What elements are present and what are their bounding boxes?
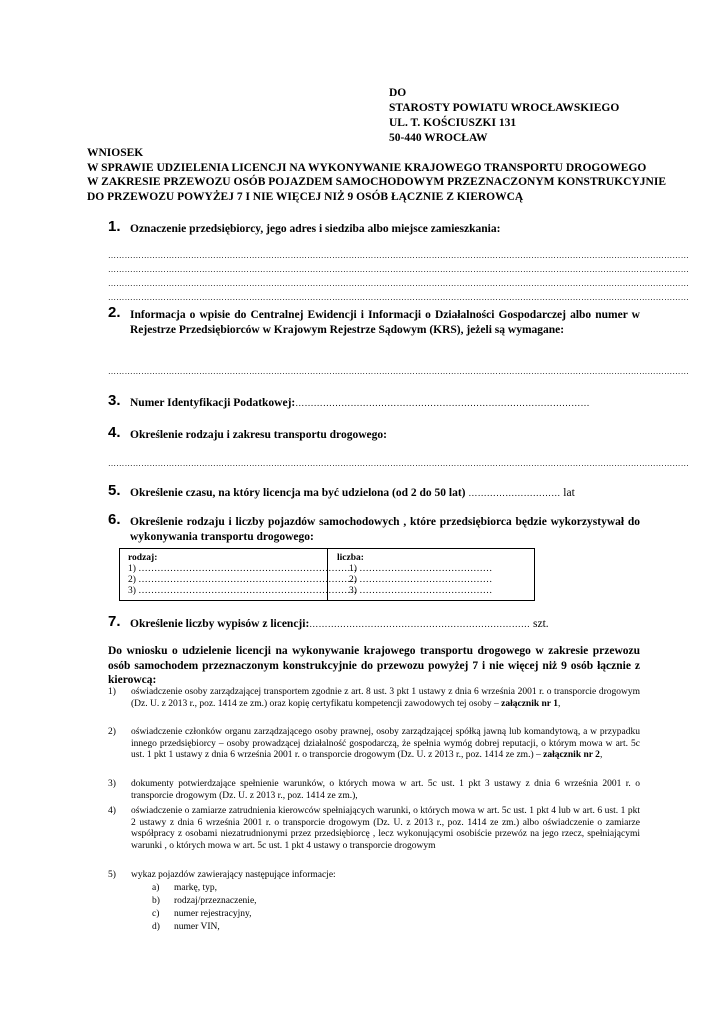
item-number: 1): [108, 687, 116, 697]
count-row[interactable]: 3) ……………………………………: [349, 586, 493, 596]
section-number: 6.: [108, 511, 121, 528]
item-end: ,: [599, 750, 603, 761]
attachment-item-1: [108, 687, 640, 710]
section-line: [130, 617, 640, 632]
nip-fill-line[interactable]: ……………………………………………………………………………………: [295, 398, 590, 408]
recipient-line: UL. T. KOŚCIUSZKI 131: [389, 117, 517, 129]
sub-text: markę, typ,: [174, 883, 218, 893]
item-body: [131, 727, 640, 762]
item-text: dokumenty potwierdzające spełnienie warunków, o których mowa w art. 5c ust. 1 pkt 3 ustawy z dnia 6 września 2001 r. o transporcie drogowym (Dz. U. z 2013 r., poz. 1414 ze zm.),: [131, 779, 640, 801]
section-number: 7.: [108, 613, 121, 630]
sub-text: rodzaj/przeznaczenie,: [174, 896, 257, 906]
sub-text: numer VIN,: [174, 922, 220, 932]
section-label: Określenie rodzaju i zakresu transportu drogowego:: [130, 429, 387, 441]
attachment-item-3: [108, 779, 640, 802]
recipient-line: 50-440 WROCŁAW: [389, 132, 488, 144]
form-title: [87, 146, 666, 204]
fill-line[interactable]: …………………………………………………………………………………………………………………………………………………………………………………………: [108, 293, 689, 302]
unit-label: szt.: [532, 618, 549, 630]
recipient-line: DO: [389, 87, 407, 99]
item-text: oświadczenie członków organu zarządzającego osoby prawnej, osoby zarządzającej spółką jawną lub komandytową, a w przypadku innego przedsiębiorcy – osoby prowadzącej działalność gospodarczą, że spełnia wymóg dobrej reputacji, o którym mowa w art. 5c ust. 1 pkt 1 ustawy z dnia 6 września 2001 r. o transporcie drogowym (Dz. U. z 2013 r., poz. 1414 ze zm.) –: [131, 727, 640, 761]
item-body: [131, 806, 640, 852]
fill-line[interactable]: …………………………………………………………………………………………………………………………………………………………………………………………: [108, 459, 689, 468]
recipient-address: [389, 86, 619, 146]
section-number: 4.: [108, 424, 121, 441]
years-fill-line[interactable]: …………………………: [468, 488, 561, 498]
section-5: [108, 482, 640, 501]
column-divider: [327, 549, 328, 600]
title-line: DO PRZEWOZU POWYŻEJ 7 I NIE WIĘCEJ NIŻ 9 OSÓB ŁĄCZNIE Z KIEROWCĄ: [87, 190, 524, 203]
section-label: Określenie czasu, na który licencja ma być udzielona (od 2 do 50 lat): [130, 487, 466, 499]
title-line: W SPRAWIE UDZIELENIA LICENCJI NA WYKONYWANIE KRAJOWEGO TRANSPORTU DROGOWEGO: [87, 161, 647, 174]
fill-line[interactable]: …………………………………………………………………………………………………………………………………………………………………………………………: [108, 279, 689, 288]
section-number: 1.: [108, 218, 121, 235]
section-2: [108, 304, 640, 337]
section-line: [130, 486, 640, 501]
section-1: [108, 218, 640, 237]
section-number: 2.: [108, 304, 121, 321]
section-4: [108, 424, 640, 443]
title-line: WNIOSEK: [87, 147, 144, 159]
section-number: 5.: [108, 482, 121, 499]
title-line: W ZAKRESIE PRZEWOZU OSÓB POJAZDEM SAMOCHODOWYM PRZEZNACZONYM KONSTRUKCYJNIE: [87, 176, 666, 188]
copies-fill-line[interactable]: ………………………………………………………………: [309, 619, 531, 629]
section-number: 3.: [108, 392, 121, 409]
attachments-heading: Do wniosku o udzielenie licencji na wykonywanie krajowego transportu drogowego w zakresie przewozu osób samochodem przeznaczonym konstrukcyjnie do przewozu powyżej 7 i nie więcej niż 9 osób łącznie z kierowcą:: [108, 645, 640, 686]
sub-letter: b): [152, 896, 160, 906]
section-label: Oznaczenie przedsiębiorcy, jego adres i siedziba albo miejsce zamieszkania:: [130, 223, 501, 235]
item-end: ,: [557, 698, 561, 709]
sub-letter: d): [152, 922, 160, 932]
sub-letter: c): [152, 909, 160, 919]
type-row[interactable]: 2) ……………………………………………………………: [128, 575, 357, 585]
recipient-line: STAROSTY POWIATU WROCŁAWSKIEGO: [389, 102, 620, 114]
vehicles-table: [119, 548, 535, 601]
attachment-item-5: [108, 870, 640, 882]
type-row[interactable]: 1) ……………………………………………………………: [128, 564, 357, 574]
item-text: oświadczenie osoby zarządzającej transportem zgodnie z art. 8 ust. 3 pkt 1 ustawy z dnia 6 września 2001 r. o transporcie drogowym (Dz. U. z 2013 r., poz. 1414 ze zm.) oraz kopię certyfikatu kompetencji zawodowych tej osoby –: [131, 687, 640, 709]
item-number: 4): [108, 806, 116, 816]
count-row[interactable]: 2) ……………………………………: [349, 575, 493, 585]
fill-line[interactable]: …………………………………………………………………………………………………………………………………………………………………………………………: [108, 265, 689, 274]
item-text: oświadczenie o zamiarze zatrudnienia kierowców spełniających warunki, o których mowa w art. 5c ust. 1 pkt 4 lub w art. 6 ust. 1 pkt 2 ustawy z dnia 6 września 2001 r. o transporcie drogowym (Dz. U. z 2013 r., poz. 1414 ze zm.) albo oświadczenie o zamiarze współpracy z osobami niezatrudnionymi przez przedsiębiorcę , lecz wykonującymi osobiście przewóz na jego rzecz, spełniającymi warunki , o których mowa w art. 5c ust. 1 pkt 4 ustawy o transporcie drogowym: [131, 806, 640, 851]
item-attachment-ref: załącznik nr 2: [543, 750, 600, 761]
section-7: [108, 613, 640, 632]
sub-text: numer rejestracyjny,: [174, 909, 252, 919]
section-6: [108, 511, 640, 544]
item-attachment-ref: załącznik nr 1: [501, 698, 558, 709]
item-number: 2): [108, 727, 116, 737]
item-text: wykaz pojazdów zawierający następujące informacje:: [131, 870, 336, 880]
attachment-item-4: [108, 806, 640, 852]
section-label: Określenie liczby wypisów z licencji:: [130, 618, 310, 630]
fill-line[interactable]: …………………………………………………………………………………………………………………………………………………………………………………………: [108, 367, 689, 376]
item-number: 5): [108, 870, 116, 880]
count-header: liczba:: [337, 553, 364, 563]
section-label: Numer Identyfikacji Podatkowej:: [130, 397, 296, 409]
unit-label: lat: [563, 487, 575, 499]
section-3: [108, 392, 640, 411]
item-body: [131, 779, 640, 802]
item-body: [131, 870, 640, 882]
vehicle-count-column: [337, 553, 527, 597]
count-row[interactable]: 1) ……………………………………: [349, 564, 493, 574]
type-header: rodzaj:: [128, 553, 158, 563]
item-body: [131, 687, 640, 710]
attachment-item-2: [108, 727, 640, 762]
sub-letter: a): [152, 883, 160, 893]
item-number: 3): [108, 779, 116, 789]
section-line: [130, 396, 640, 411]
section-label: Określenie rodzaju i liczby pojazdów samochodowych , które przedsiębiorca będzie wykorzystywał do wykonywania transportu drogowego:: [130, 516, 640, 543]
fill-line[interactable]: …………………………………………………………………………………………………………………………………………………………………………………………: [108, 251, 689, 260]
section-label: Informacja o wpisie do Centralnej Ewidencji i Informacji o Działalności Gospodarczej albo numer w Rejestrze Przedsiębiorców w Krajowym Rejestrze Sądowym (KRS), jeżeli są wymagane:: [130, 309, 640, 336]
type-row[interactable]: 3) ……………………………………………………………: [128, 586, 357, 596]
